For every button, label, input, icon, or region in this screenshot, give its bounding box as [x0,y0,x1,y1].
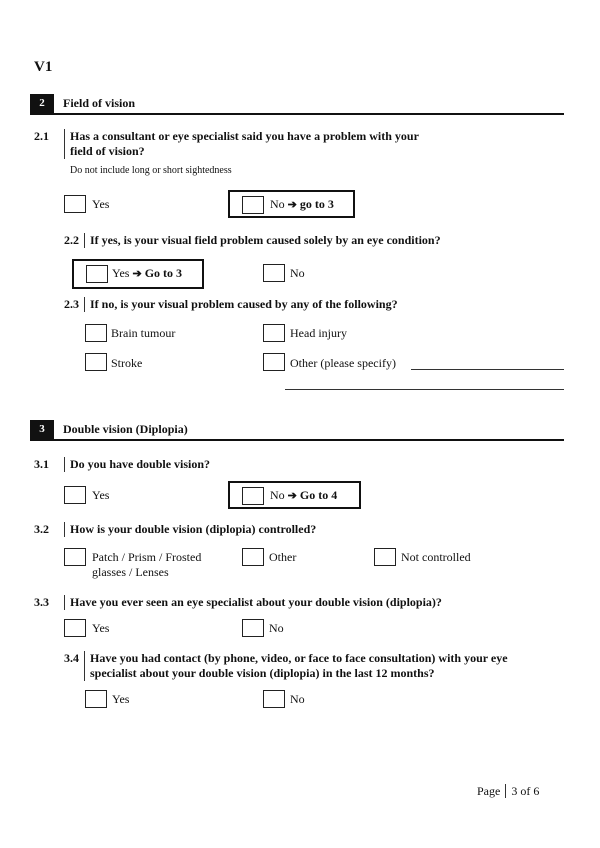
question-3-3-text: Have you ever seen an eye specialist about your double vision (diplopia)? [64,595,530,610]
q3-3-no-checkbox[interactable] [242,619,264,637]
section-number: 3 [30,420,54,439]
option-label: No [290,266,305,280]
option-label: Stroke [111,356,143,370]
option-label: No [270,197,285,211]
question-number: 3.1 [34,457,49,471]
q2-3-other-checkbox[interactable] [263,353,285,371]
q3-2-not-controlled-checkbox[interactable] [374,548,396,566]
footer-divider [505,784,506,798]
section-title: Double vision (Diplopia) [63,422,188,436]
q2-3-stroke-checkbox[interactable] [85,353,107,371]
q2-3-head-injury-checkbox[interactable] [263,324,285,342]
question-3-1-text: Do you have double vision? [64,457,440,472]
q3-1-no-route-box [228,481,361,509]
section-2-header [30,94,564,115]
other-specify-input-line-1[interactable] [411,369,564,370]
q2-1-no-checkbox[interactable] [242,196,264,214]
section-title: Field of vision [63,96,136,110]
question-number: 2.3 [64,297,79,311]
q3-2-patch-checkbox[interactable] [64,548,86,566]
q3-1-no-checkbox[interactable] [242,487,264,505]
route-option [270,197,334,213]
section-number: 2 [30,94,54,113]
route-instruction: go to 3 [299,197,334,211]
option-label: Other (please specify) [290,356,396,370]
other-specify-input-line-2[interactable] [285,389,564,390]
q3-1-yes-checkbox[interactable] [64,486,86,504]
page-label: Page [477,784,501,798]
q3-2-other-checkbox[interactable] [242,548,264,566]
option-label: Yes [112,266,130,280]
option-label: Head injury [290,326,347,340]
option-label: No [270,488,285,502]
q2-3-brain-tumour-checkbox[interactable] [85,324,107,342]
question-3-2-text: How is your double vision (diplopia) controlled? [64,522,440,537]
route-option [112,266,182,282]
arrow-right-icon: ➔ [132,268,142,280]
option-label: Patch / Prism / Frosted glasses / Lenses [92,550,202,579]
option-label: Yes [92,197,110,211]
q2-1-no-route-box [228,190,355,218]
form-id: V1 [34,59,53,75]
question-number: 3.4 [64,651,79,665]
option-label: Not controlled [401,550,471,564]
question-2-3-text: If no, is your visual problem caused by any of the following? [84,297,490,312]
option-label: Yes [112,692,130,706]
option-label: Yes [92,621,110,635]
q2-2-yes-checkbox[interactable] [86,265,108,283]
page-number: 3 of 6 [511,784,540,798]
route-instruction: Go to 3 [144,266,183,280]
question-number: 3.3 [34,595,49,609]
question-3-4-text: Have you had contact (by phone, video, or face to face consultation) with your eye specialist about your double vision (diplopia) in the last 12 months? [84,651,530,681]
question-number: 2.2 [64,233,79,247]
route-option [270,488,337,504]
q3-4-no-checkbox[interactable] [263,690,285,708]
q2-1-yes-checkbox[interactable] [64,195,86,213]
option-label: Other [269,550,297,564]
question-2-1-text: Has a consultant or eye specialist said you have a problem with your field of vision? [64,129,440,159]
section-3-header [30,420,564,441]
option-label: No [269,621,284,635]
question-number: 3.2 [34,522,49,536]
question-number: 2.1 [34,129,49,143]
q3-3-yes-checkbox[interactable] [64,619,86,637]
question-2-2-text: If yes, is your visual field problem caused solely by an eye condition? [84,233,490,248]
q2-2-yes-route-box [72,259,204,289]
question-note: Do not include long or short sightedness [70,165,232,176]
arrow-right-icon: ➔ [287,199,297,211]
q3-4-yes-checkbox[interactable] [85,690,107,708]
page-footer [477,784,539,799]
option-label: Brain tumour [111,326,176,340]
route-instruction: Go to 4 [299,488,338,502]
arrow-right-icon: ➔ [287,490,297,502]
option-label: Yes [92,488,110,502]
q2-2-no-checkbox[interactable] [263,264,285,282]
option-label: No [290,692,305,706]
